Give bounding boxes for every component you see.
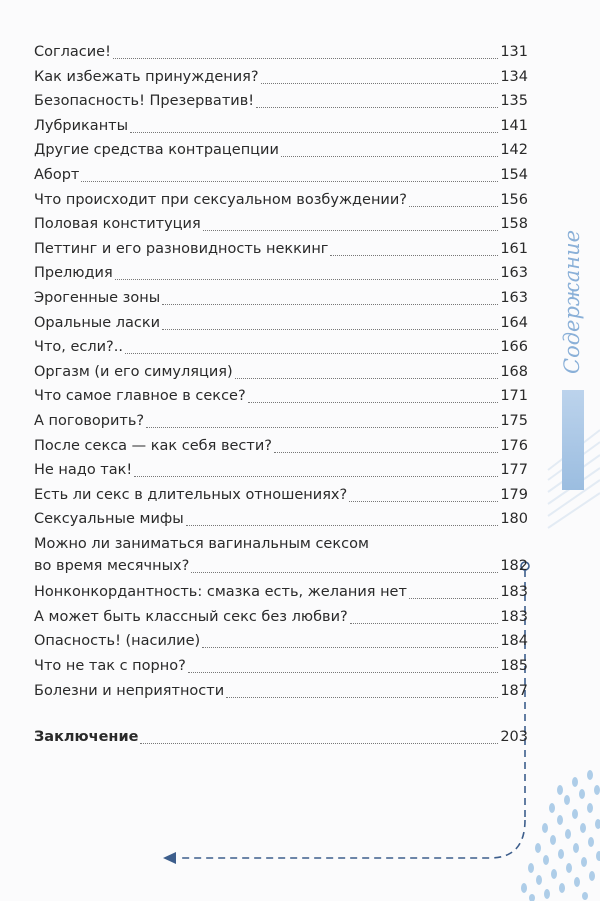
- leader-dots: [113, 57, 498, 59]
- leader-dots: [235, 377, 499, 379]
- toc-entry-page: 176: [500, 437, 528, 454]
- leader-dots: [162, 303, 498, 305]
- toc-entry-page: 156: [500, 191, 528, 208]
- toc-entry-page: 166: [500, 339, 528, 356]
- leader-dots: [188, 671, 499, 673]
- conclusion-page: 203: [500, 729, 528, 746]
- toc-entry-page: 164: [500, 314, 528, 331]
- toc-entry[interactable]: [34, 629, 528, 653]
- leader-dots: [256, 106, 498, 108]
- toc-entry[interactable]: [34, 188, 528, 212]
- leader-dots: [409, 205, 498, 207]
- toc-entry-title: Опасность! (насилие): [34, 633, 201, 650]
- leader-dots: [186, 524, 499, 526]
- toc-entry[interactable]: [34, 114, 528, 138]
- toc-entry-page: 182: [500, 558, 528, 574]
- dot-pattern: [521, 770, 600, 901]
- toc-entry[interactable]: [34, 163, 528, 187]
- toc-entry-title: Лубриканты: [34, 117, 129, 134]
- toc-entry[interactable]: [34, 335, 528, 359]
- toc-entry-title: А поговорить?: [34, 413, 145, 429]
- toc-entry[interactable]: [34, 237, 528, 261]
- toc-entry[interactable]: [34, 212, 528, 236]
- leader-dots: [349, 500, 498, 502]
- leader-dots: [350, 622, 499, 624]
- section-color-bar: [562, 390, 584, 490]
- toc-entry[interactable]: [34, 580, 528, 604]
- toc-entry[interactable]: [34, 654, 528, 678]
- toc-entry[interactable]: [34, 605, 528, 629]
- leader-dots: [202, 646, 498, 648]
- leader-dots: [409, 597, 498, 599]
- toc-conclusion[interactable]: [34, 725, 528, 749]
- leader-dots: [203, 229, 499, 231]
- leader-dots: [261, 82, 499, 84]
- toc-entry-page: 141: [500, 117, 528, 134]
- toc-entry-title: Можно ли заниматься вагинальным сексом: [34, 536, 369, 552]
- leader-dots: [81, 180, 498, 182]
- toc-entry-page: 161: [500, 240, 528, 257]
- section-sidebar: [552, 222, 592, 472]
- toc-entry[interactable]: [34, 679, 528, 703]
- toc-entry-page: 179: [500, 486, 528, 503]
- toc-entry-page: 163: [500, 290, 528, 306]
- toc-entry-title: Другие средства контрацепции: [34, 142, 279, 159]
- toc-entry-title: Прелюдия: [34, 265, 113, 282]
- leader-dots: [162, 328, 498, 330]
- conclusion-title: Заключение: [34, 729, 139, 746]
- toc-entry-page: 135: [500, 93, 528, 110]
- toc-entry[interactable]: [34, 507, 528, 531]
- toc-entry-page: 142: [500, 142, 528, 159]
- toc-entry-page: 177: [500, 462, 528, 479]
- toc-entry-page: 158: [500, 216, 528, 233]
- leader-dots: [274, 451, 498, 453]
- toc-entry-title: Согласие!: [34, 44, 111, 60]
- toc-entry[interactable]: [34, 532, 528, 578]
- toc-entry[interactable]: [34, 40, 528, 64]
- toc-entry-page: 183: [500, 608, 528, 625]
- toc-entry-title: Оральные ласки: [34, 314, 161, 331]
- toc-entry[interactable]: [34, 384, 528, 408]
- toc-entry-page: 184: [500, 633, 528, 650]
- toc-entry-title: После секса — как себя вести?: [34, 437, 272, 454]
- toc-entry-page: 168: [500, 363, 528, 380]
- toc-entry-page: 131: [500, 44, 528, 60]
- toc-entry-title: А может быть классный секс без любви?: [34, 608, 348, 625]
- toc-entry-title: Что не так с порно?: [34, 658, 186, 674]
- toc-entry-title: Что самое главное в сексе?: [34, 388, 246, 405]
- toc-entry-title: Нонконкордантность: смазка есть, желания нет: [34, 584, 407, 601]
- toc-entry-page: 185: [500, 658, 528, 674]
- leader-dots: [146, 426, 498, 428]
- arrow-left-icon: [163, 852, 176, 864]
- toc-entry-title: Аборт: [34, 167, 80, 183]
- toc-entry-title: Что происходит при сексуальном возбуждении?: [34, 191, 407, 208]
- toc-entry-title: Петтинг и его разновидность неккинг: [34, 240, 329, 257]
- toc-entry[interactable]: [34, 458, 528, 482]
- toc-entry-title: Как избежать принуждения?: [34, 68, 259, 85]
- leader-dots: [130, 131, 498, 133]
- toc-entry-page: 154: [500, 167, 528, 183]
- toc-entry[interactable]: [34, 138, 528, 162]
- leader-dots: [134, 475, 498, 477]
- toc-entry-page: 171: [500, 388, 528, 405]
- toc-entry-page: 163: [500, 265, 528, 282]
- toc-entry[interactable]: [34, 261, 528, 285]
- toc-entry-title: Сексуальные мифы: [34, 511, 184, 528]
- toc-entry-page: 180: [500, 511, 528, 528]
- toc-entry[interactable]: [34, 65, 528, 89]
- toc-entry-title: Есть ли секс в длительных отношениях?: [34, 486, 348, 503]
- toc-entry[interactable]: [34, 409, 528, 433]
- toc-entry-page: 175: [500, 413, 528, 429]
- toc-entry[interactable]: [34, 311, 528, 335]
- leader-dots: [330, 254, 498, 256]
- leader-dots: [281, 155, 498, 157]
- toc-entry[interactable]: [34, 360, 528, 384]
- toc-entry-title: Половая конституция: [34, 216, 201, 233]
- toc-entry[interactable]: [34, 483, 528, 507]
- toc-entry-title-cont: во время месячных?: [34, 558, 190, 574]
- leader-dots: [248, 401, 499, 403]
- toc-entry-page: 183: [500, 584, 528, 601]
- toc-entry-title: Эрогенные зоны: [34, 290, 161, 306]
- section-label: Содержание: [560, 229, 584, 375]
- toc-entry-title: Оргазм (и его симуляция): [34, 363, 233, 380]
- toc-entry-title: Что, если?..: [34, 339, 123, 356]
- toc-entry-title: Безопасность! Презерватив!: [34, 93, 255, 110]
- toc-entry[interactable]: [34, 286, 528, 310]
- leader-dots: [191, 571, 498, 573]
- toc-entry[interactable]: [34, 434, 528, 458]
- leader-dots: [140, 742, 498, 744]
- toc-entry[interactable]: [34, 89, 528, 113]
- toc-entry-page: 187: [500, 682, 528, 699]
- toc-entry-page: 134: [500, 68, 528, 85]
- toc-entry-title: Не надо так!: [34, 462, 133, 479]
- leader-dots: [115, 278, 499, 280]
- toc-entry-title: Болезни и неприятности: [34, 682, 225, 699]
- leader-dots: [226, 696, 498, 698]
- leader-dots: [125, 352, 498, 354]
